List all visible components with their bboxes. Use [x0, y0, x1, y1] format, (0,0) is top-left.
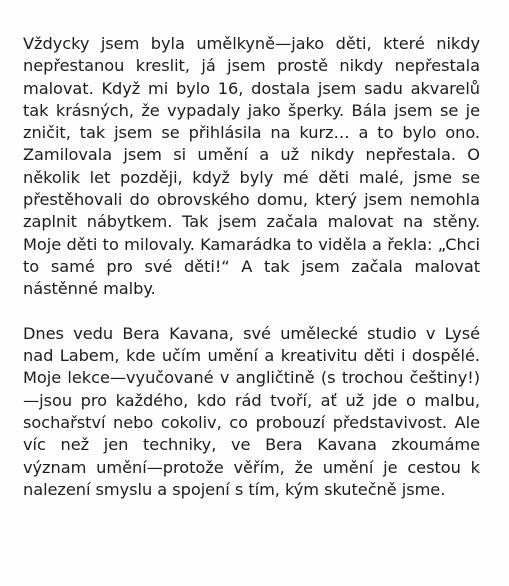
paragraph-studio-description: Dnes vedu Bera Kavana, své umělecké studio v Lysé nad Labem, kde učím umění a kreativitu děti i dospělé. Moje lekce—vyučované v angličtině (s trochou češtiny!)—jsou pro každého, kdo rád tvoří, ať už jde o malbu, sochařství nebo cokoliv, co probouzí představivost. Ale víc než jen techniky, ve Bera Kavana zkoumáme význam umění—protože věřím, že umění je cestou k nalezení smyslu a spojení s tím, kým skutečně jsme.: [23, 323, 480, 499]
article-body: [23, 33, 480, 501]
paragraph-artist-story: Vždycky jsem byla umělkyně—jako děti, které nikdy nepřestanou kreslit, já jsem prostě nikdy nepřestala malovat. Když mi bylo 16, dostala jsem sadu akvarelů tak krásných, že vypadaly jako šperky. Bála jsem se je zničit, tak jsem se přihlásila na kurz… a to bylo ono. Zamilovala jsem si umění a už nikdy nepřestala. O několik let později, když byly mé děti malé, jsme se přestěhovali do obrovského domu, který jsem nemohla zaplnit nábytkem. Tak jsem začala malovat na stěny. Moje děti to milovaly. Kamarádka to viděla a řekla: „Chci to samé pro své děti!“ A tak jsem začala malovat nástěnné malby.: [23, 34, 480, 299]
